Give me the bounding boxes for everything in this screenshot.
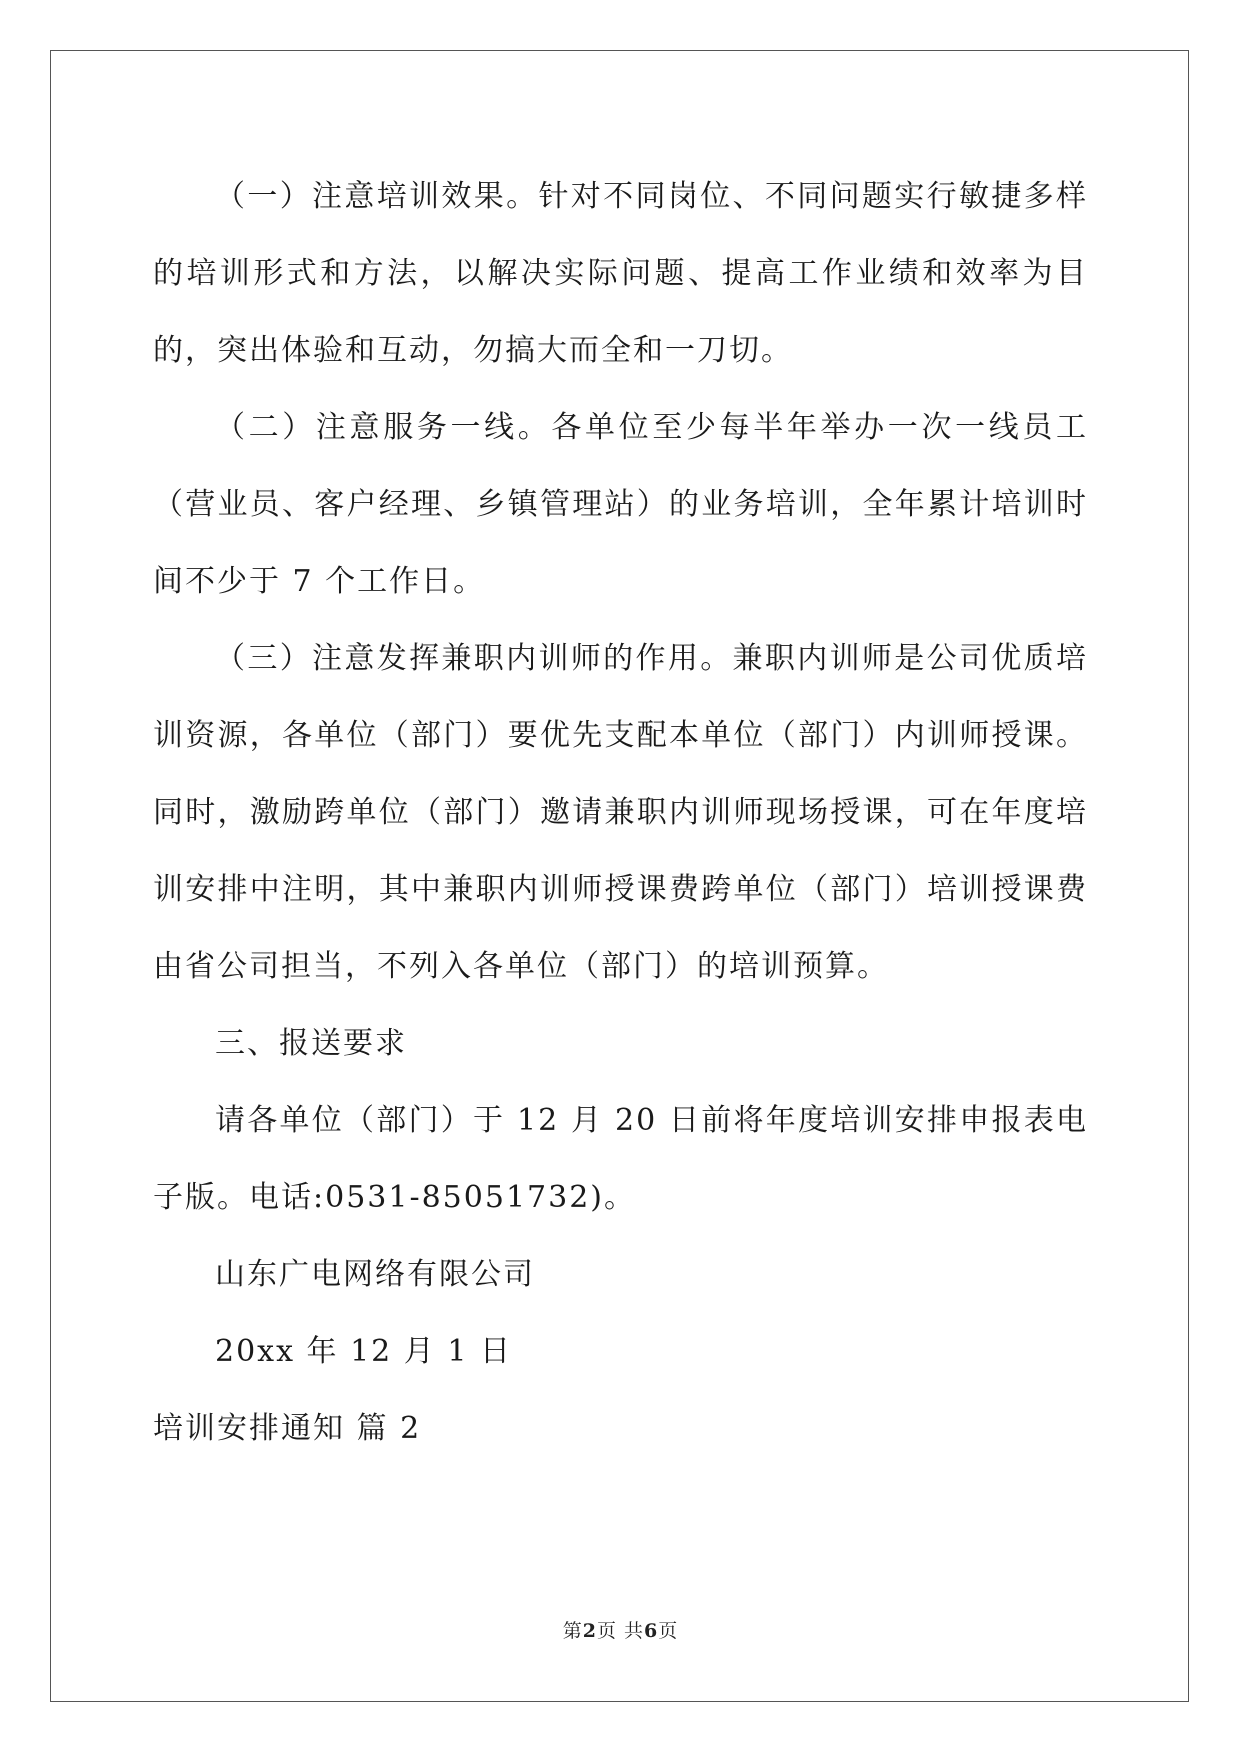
paragraph-part-time-trainers: （三）注意发挥兼职内训师的作用。兼职内训师是公司优质培训资源，各单位（部门）要优先支配本单位（部门）内训师授课。同时，激励跨单位（部门）邀请兼职内训师现场授课，可在年度培训安排中注明，其中兼职内训师授课费跨单位（部门）培训授课费由省公司担当，不列入各单位（部门）的培训预算。 (153, 641, 1088, 984)
footer-total-pages: 6 (644, 1620, 659, 1642)
paragraph-frontline-service: （二）注意服务一线。各单位至少每半年举办一次一线员工（营业员、客户经理、乡镇管理站）的业务培训，全年累计培训时间不少于 7 个工作日。 (153, 410, 1088, 599)
paragraph-submission-request: 请各单位（部门）于 12 月 20 日前将年度培训安排申报表电子版。电话:0531-85051732)。 (153, 1103, 1088, 1215)
footer-suffix: 页 (658, 1620, 679, 1642)
footer-mid: 页 共 (596, 1620, 645, 1642)
section-heading-submission: 三、报送要求 (215, 1026, 407, 1061)
signature-date: 20xx 年 12 月 1 日 (215, 1334, 512, 1369)
next-article-title: 培训安排通知 篇 2 (153, 1411, 422, 1446)
footer-current-page: 2 (582, 1620, 597, 1642)
document-body (153, 158, 1088, 1467)
paragraph-training-effect: （一）注意培训效果。针对不同岗位、不同问题实行敏捷多样的培训形式和方法，以解决实际问题、提高工作业绩和效率为目的，突出体验和互动，勿搞大而全和一刀切。 (153, 179, 1088, 368)
page-footer (0, 1616, 1241, 1643)
signature-company: 山东广电网络有限公司 (215, 1257, 535, 1292)
footer-prefix: 第 (562, 1620, 583, 1642)
